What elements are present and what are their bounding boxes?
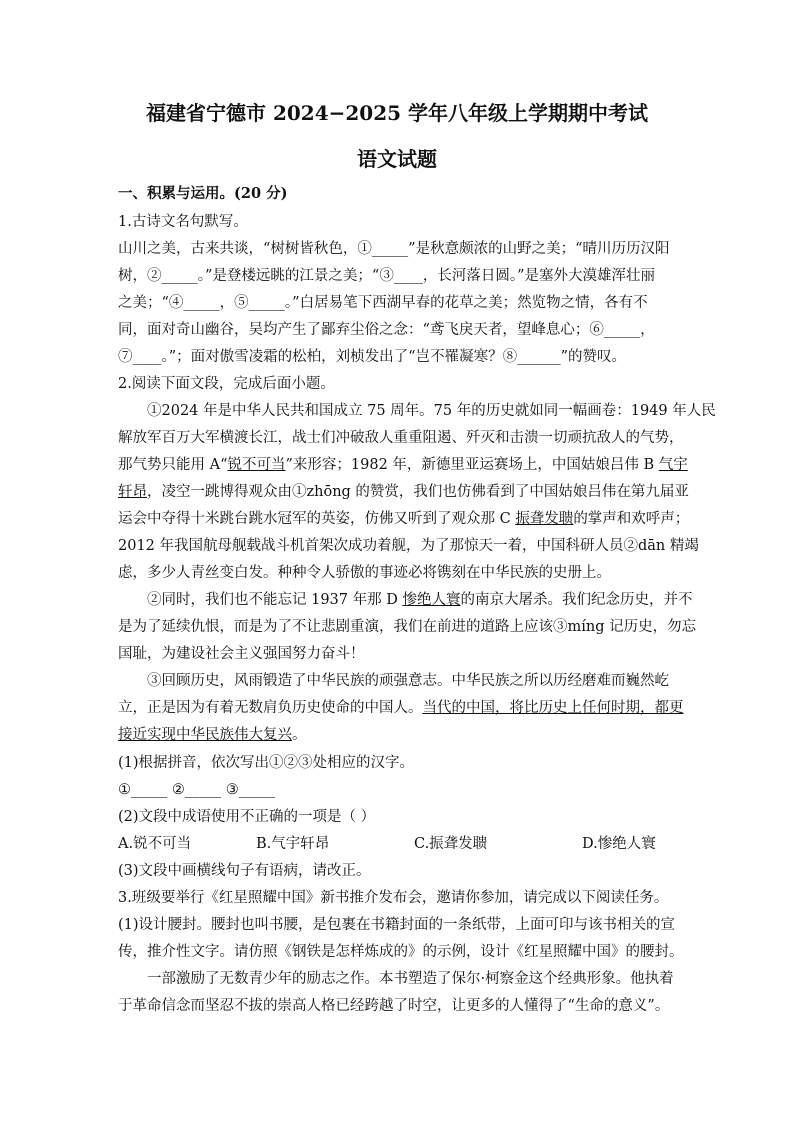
line-text: 那气势只能用 A“ xyxy=(118,457,228,473)
text-line xyxy=(118,375,678,393)
text-line xyxy=(118,889,678,907)
choice-option: B.气宇轩昂 xyxy=(256,836,330,852)
page-title: 福建省宁德市 2024−2025 学年八年级上学期期中考试 xyxy=(145,101,648,125)
line-text: 国耻，为建设社会主义强国努力奋斗！ xyxy=(118,646,365,662)
text-line xyxy=(118,348,678,366)
text-line xyxy=(118,267,678,285)
line-text: ”来形容；1982 年，新德里亚运赛场上，中国姑娘吕伟 B xyxy=(285,457,659,473)
line-text: ②同时，我们也不能忘记 1937 年那 D xyxy=(147,592,403,608)
text-line xyxy=(118,997,678,1015)
text-line xyxy=(118,483,689,501)
underlined-text: 锐不可当 xyxy=(227,457,286,473)
text-line xyxy=(118,321,678,339)
line-text: ③回顾历史，风雨锻造了中华民族的顽强意志。中华民族之所以历经磨难而巍然屹 xyxy=(147,673,669,689)
line-text: 2.阅读下面文段，完成后面小题。 xyxy=(118,376,335,392)
line-text: 同，面对奇山幽谷，吴均产生了鄙弃尘俗之念：“鸢飞戾天者，望峰息心；⑥_____， xyxy=(118,322,655,338)
text-line xyxy=(118,564,678,582)
text-line xyxy=(118,185,678,203)
text-line xyxy=(118,429,684,447)
text-line xyxy=(118,456,688,474)
line-text: 之美；“④_____，⑤_____。”白居易笔下西湖早春的花草之美；然览物之情，各有不 xyxy=(118,295,648,311)
line-text: 的掌声和欢呼声； xyxy=(573,511,690,527)
text-line xyxy=(118,213,678,231)
line-text: 树，②_____。”是登楼远眺的江景之美；“③____，长河落日圆。”是塞外大漠雄浑壮丽 xyxy=(118,268,655,284)
line-text: 于革命信念而坚忍不拔的崇高人格已经跨越了时空，让更多的人懂得了“生命的意义”。 xyxy=(118,998,670,1014)
line-text: 1.古诗文名句默写。 xyxy=(118,214,248,230)
text-line xyxy=(118,916,678,934)
underlined-text: 接近实现中华民族伟大复兴 xyxy=(118,727,292,743)
text-line xyxy=(118,402,716,420)
underlined-text: 当代的中国，将比历史上任何时期，都更 xyxy=(422,700,684,716)
underlined-text: 轩昂 xyxy=(118,484,147,500)
line-text: 立，正是因为有着无数肩负历史使命的中国人。 xyxy=(118,700,423,716)
line-text: 是为了延续仇恨，而是为了不让悲剧重演，我们在前进的道路上应该③míng 记历史，勿忘 xyxy=(118,619,697,635)
text-line xyxy=(118,240,678,258)
text-line xyxy=(118,726,678,744)
text-line xyxy=(118,294,678,312)
line-text: 传，推介性文字。请仿照《钢铁是怎样炼成的》的示例，设计《红星照耀中国》的腰封。 xyxy=(118,944,684,960)
choice-option: D.惨绝人寰 xyxy=(582,836,656,852)
text-line xyxy=(118,943,684,961)
line-text: ，凌空一跳博得观众由①zhōng 的赞赏，我们也仿佛看到了中国姑娘吕伟在第九届亚 xyxy=(147,484,689,500)
text-line xyxy=(118,754,678,772)
line-text: 。 xyxy=(292,727,307,743)
text-line xyxy=(118,862,678,880)
underlined-text: 振聋发聩 xyxy=(515,511,574,527)
line-text: ①2024 年是中华人民共和国成立 75 周年。75 年的历史就如同一幅画卷：1949 年人民 xyxy=(147,403,716,419)
line-text: 解放军百万大军横渡长江，战士们冲破敌人重重阻遏、歼灭和击溃一切顽抗敌人的气势， xyxy=(118,430,684,446)
line-text: 虑，多少人青丝变白发。种种令人骄傲的事迹必将镌刻在中华民族的史册上。 xyxy=(118,565,611,581)
line-text: 一部激励了无数青少年的励志之作。本书塑造了保尔·柯察金这个经典形象。他执着 xyxy=(147,971,674,987)
line-text: (1)根据拼音，依次写出①②③处相应的汉字。 xyxy=(118,755,415,771)
line-text: 运会中夺得十米跳台跳水冠军的英姿，仿佛又听到了观众那 C xyxy=(118,511,516,527)
line-text: 3.班级要举行《红星照耀中国》新书推介发布会，邀请你参加，请完成以下阅读任务。 xyxy=(118,890,669,906)
line-text: ①_____ ②_____ ③_____ xyxy=(118,782,275,798)
text-line xyxy=(118,970,707,988)
text-line xyxy=(118,781,678,799)
text-line xyxy=(118,618,697,636)
line-text: 2012 年我国航母舰载战斗机首架次成功着舰，为了那惊天一着，中国科研人员②dān 精竭 xyxy=(118,538,699,554)
line-text: 一、积累与运用。(20 分) xyxy=(118,185,288,202)
text-line xyxy=(118,591,707,609)
page-subtitle: 语文试题 xyxy=(357,147,437,171)
line-text: (3)文段中画横线句子有语病，请改正。 xyxy=(118,863,371,879)
line-text: (2)文段中成语使用不正确的一项是（ ） xyxy=(118,809,376,825)
choice-option: C.振聋发聩 xyxy=(414,836,488,852)
line-text: ⑦____。”；面对傲雪凌霜的松柏，刘桢发出了“岂不罹凝寒？⑧______”的赞叹。 xyxy=(118,349,626,365)
text-line xyxy=(118,699,684,717)
underlined-text: 惨绝人寰 xyxy=(402,592,461,608)
text-line xyxy=(118,645,678,663)
line-text: 的南京大屠杀。我们纪念历史，并不 xyxy=(460,592,693,608)
line-text: (1)设计腰封。腰封也叫书腰，是包裹在书籍封面的一条纸带，上面可印与该书相关的宣 xyxy=(118,917,676,933)
text-line xyxy=(118,808,678,826)
underlined-text: 气宇 xyxy=(658,457,688,473)
choice-option: A.锐不可当 xyxy=(118,836,192,852)
text-line xyxy=(118,510,690,528)
line-text: 山川之美，古来共谈，“树树皆秋色，①_____”是秋意颇浓的山野之美；“晴川历历汉阳 xyxy=(118,241,670,257)
text-line xyxy=(118,537,699,555)
text-line xyxy=(118,672,707,690)
